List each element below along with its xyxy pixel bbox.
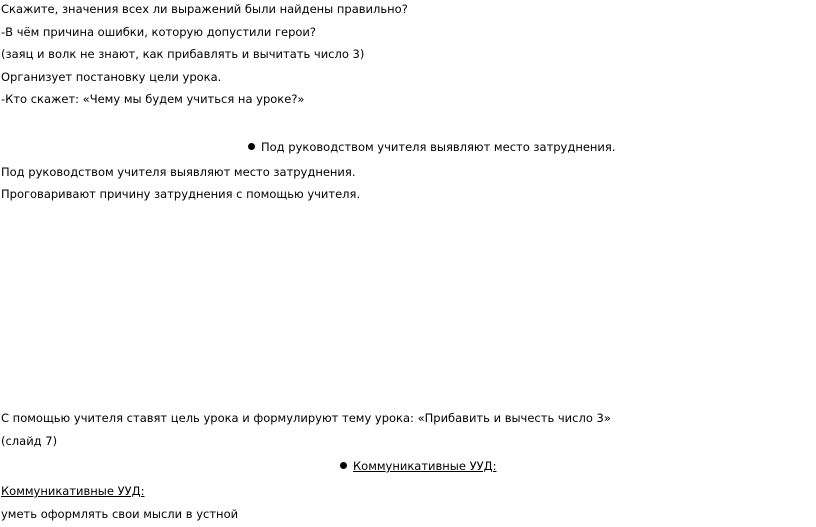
- text-line-error-reason: -В чём причина ошибки, которую допустили герои?: [1, 25, 317, 39]
- bullet-text: Под руководством учителя выявляют место затруднения.: [261, 140, 616, 154]
- text-line-pronounce-reason: Проговаривают причину затруднения с помощью учителя.: [1, 187, 361, 201]
- bullet-item-difficulty: [248, 140, 615, 154]
- bullet-icon: [248, 143, 255, 150]
- text-line-organizes-goal: Организует постановку цели урока.: [1, 70, 222, 84]
- text-line-express-thoughts: уметь оформлять свои мысли в устной: [1, 507, 239, 521]
- text-line-slide: (слайд 7): [1, 434, 58, 448]
- text-line-lesson-goal: С помощью учителя ставят цель урока и формулируют тему урока: «Прибавить и вычесть число 3»: [1, 411, 611, 425]
- text-line-question-values: Скажите, значения всех ли выражений были найдены правильно?: [1, 2, 408, 16]
- text-line-who-says: -Кто скажет: «Чему мы будем учиться на уроке?»: [1, 92, 305, 106]
- text-line-identify-difficulty: Под руководством учителя выявляют место затруднения.: [1, 165, 356, 179]
- bullet-text: Коммуникативные УУД:: [353, 459, 497, 473]
- bullet-item-communicative: [340, 459, 497, 473]
- text-line-hare-wolf: (заяц и волк не знают, как прибавлять и вычитать число 3): [1, 47, 365, 61]
- bullet-icon: [340, 462, 347, 469]
- heading-communicative-uud: Коммуникативные УУД:: [1, 484, 145, 498]
